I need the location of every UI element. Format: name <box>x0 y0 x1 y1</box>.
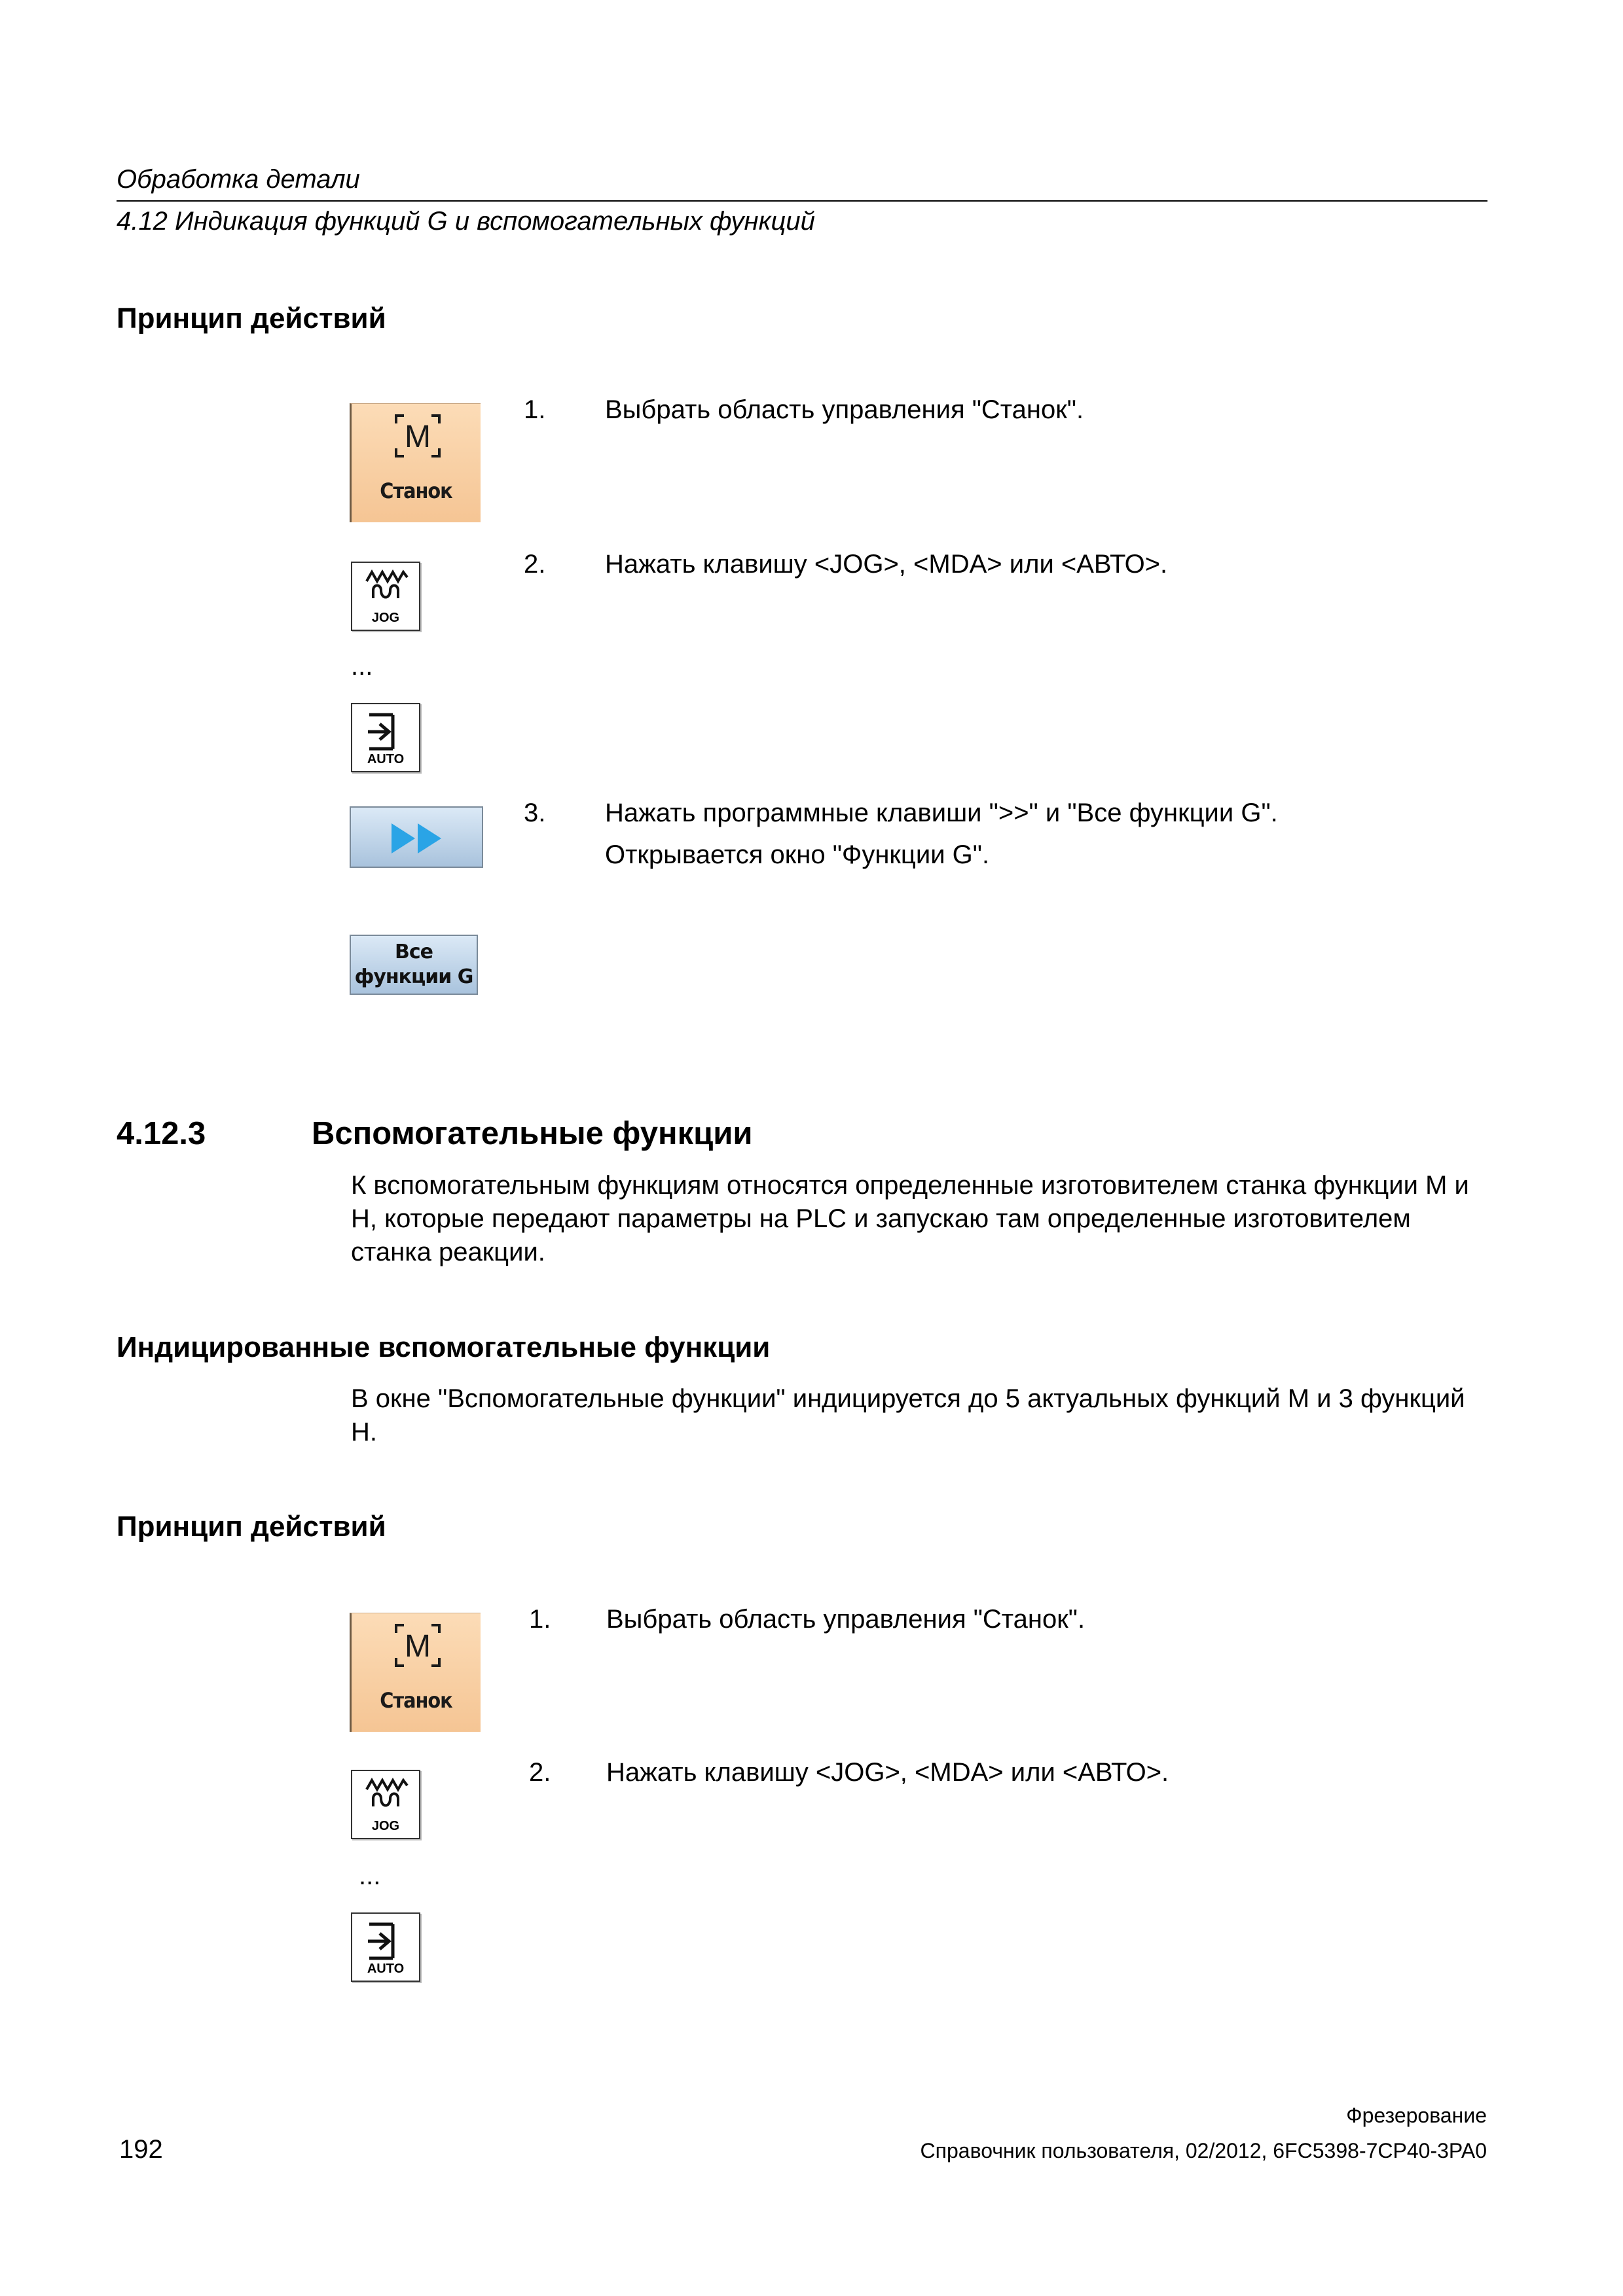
step-number: 3. <box>524 798 546 827</box>
page-number: 192 <box>119 2135 163 2164</box>
ellipsis: ... <box>351 652 373 681</box>
step-number: 2. <box>529 1758 551 1787</box>
header-rule <box>117 200 1487 202</box>
jog-key[interactable] <box>351 562 420 631</box>
machine-key[interactable] <box>350 1613 481 1732</box>
step-number: 1. <box>524 395 546 424</box>
machine-icon-letter: M <box>405 420 431 454</box>
step-text: Выбрать область управления "Станок". <box>605 395 1084 424</box>
displayed-functions-heading: Индицированные вспомогательные функции <box>117 1331 771 1363</box>
auto-icon <box>364 709 410 755</box>
step-text: Нажать клавишу <JOG>, <MDA> или <АВТО>. <box>605 550 1168 579</box>
step-result: Открывается окно "Функции G". <box>605 840 990 869</box>
machine-icon-letter: M <box>405 1629 431 1664</box>
header-chapter: Обработка детали <box>117 165 360 194</box>
machine-key[interactable] <box>350 403 481 522</box>
auto-key[interactable] <box>351 703 420 772</box>
softkey-label-line1: Все <box>395 941 433 963</box>
jog-icon <box>364 1776 410 1822</box>
machine-icon <box>395 414 441 457</box>
step-text: Выбрать область управления "Станок". <box>606 1605 1085 1634</box>
auto-key-label: AUTO <box>367 752 405 766</box>
step-number: 1. <box>529 1605 551 1634</box>
jog-key-label: JOG <box>371 611 400 625</box>
procedure-heading-1: Принцип действий <box>117 302 386 334</box>
auto-key[interactable] <box>351 1912 420 1982</box>
footer-document: Справочник пользователя, 02/2012, 6FC5398-7CP40-3PA0 <box>920 2139 1487 2162</box>
double-arrow-right-icon <box>390 822 445 855</box>
footer-product: Фрезерование <box>1346 2104 1487 2127</box>
auto-key-label: AUTO <box>367 1962 405 1976</box>
auto-icon <box>364 1919 410 1965</box>
section-number: 4.12.3 <box>117 1116 206 1151</box>
step-text: Нажать клавишу <JOG>, <MDA> или <АВТО>. <box>606 1758 1169 1787</box>
jog-key[interactable] <box>351 1770 420 1839</box>
section-paragraph: К вспомогательным функциям относятся определенные изготовителем станка функции M и H, которые передают параметры на PLC и запускаю там определенные изготовителем станка реакции. <box>351 1171 1469 1266</box>
step-text: Нажать программные клавиши ">>" и "Все функции G". <box>605 798 1278 827</box>
softkey-label-line2: функции G <box>354 965 473 988</box>
displayed-functions-paragraph: В окне "Вспомогательные функции" индицируется до 5 актуальных функций M и 3 функций H. <box>351 1384 1465 1446</box>
header-section: 4.12 Индикация функций G и вспомогательных функций <box>117 207 815 236</box>
all-g-functions-softkey[interactable] <box>350 935 478 995</box>
machine-key-label: Станок <box>380 1688 452 1713</box>
machine-key-label: Станок <box>380 478 452 503</box>
jog-icon <box>364 568 410 614</box>
jog-key-label: JOG <box>371 1819 400 1833</box>
procedure-heading-2: Принцип действий <box>117 1511 386 1543</box>
next-softkey[interactable] <box>350 806 483 868</box>
machine-icon <box>395 1624 441 1667</box>
section-title: Вспомогательные функции <box>312 1116 753 1151</box>
ellipsis: ... <box>359 1861 381 1890</box>
step-number: 2. <box>524 550 546 579</box>
